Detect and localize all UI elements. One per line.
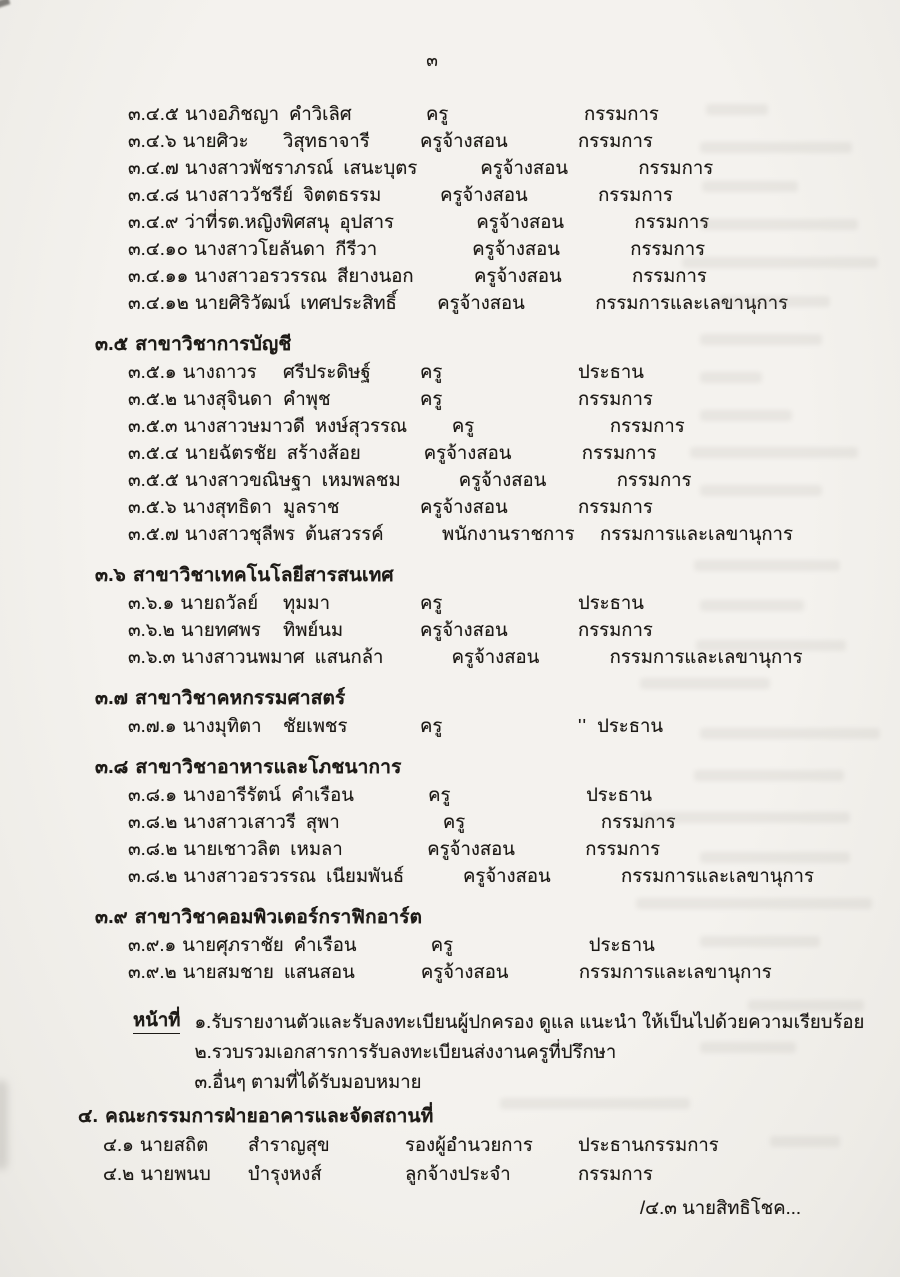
table-row xyxy=(128,493,900,520)
member-id-name-cell xyxy=(128,835,290,862)
member-surname: สุพา xyxy=(305,811,340,832)
member-surname: สียางนอก xyxy=(337,265,414,286)
member-name: ว่าที่รต.หญิงพิศสนุ xyxy=(184,211,330,232)
member-name: นางสาวพัชราภรณ์ xyxy=(184,157,334,178)
table-row xyxy=(128,235,900,262)
member-name: นางสาวเสาวรี xyxy=(183,811,296,832)
member-role-cell xyxy=(578,493,900,520)
table-row xyxy=(128,262,900,289)
member-id-name-cell xyxy=(128,616,283,643)
member-position: ครูจ้างสอน xyxy=(476,211,565,232)
member-role: กรรมการ xyxy=(578,496,653,517)
member-id-name-cell xyxy=(128,235,335,262)
member-role: กรรมการ xyxy=(578,619,653,640)
member-position: ครูจ้างสอน xyxy=(480,157,568,178)
member-role-cell xyxy=(610,643,900,670)
table-row xyxy=(128,466,900,493)
member-role: กรรมการ xyxy=(600,811,676,832)
member-role-cell xyxy=(578,358,900,385)
member-number: ๓.๘.๒ xyxy=(128,838,178,859)
member-number: ๓.๘.๑ xyxy=(128,784,177,805)
member-role-cell xyxy=(630,235,900,262)
member-name: นางถาวร xyxy=(182,361,257,382)
member-surname: แสนกล้า xyxy=(314,646,384,667)
member-position: ครูจ้างสอน xyxy=(423,442,512,463)
member-position: ครู xyxy=(420,388,443,409)
member-position: ครู xyxy=(420,361,443,382)
member-role: กรรมการ xyxy=(578,130,653,151)
member-role: กรรมการ xyxy=(578,388,653,409)
member-id-name-cell xyxy=(103,1130,248,1159)
member-position: ครูจ้างสอน xyxy=(474,265,562,286)
section-title: สาขาวิชาอาหารและโภชนาการ xyxy=(135,757,402,778)
member-surname: คำเรือน xyxy=(293,934,357,955)
member-role: กรรมการและเลขานุการ xyxy=(600,523,793,544)
table-row xyxy=(128,958,900,985)
section-header xyxy=(95,754,900,781)
member-surname: จิตตธรรม xyxy=(303,184,382,205)
member-role: กรรมการและเลขานุการ xyxy=(609,646,803,667)
member-id-name-cell xyxy=(128,781,291,808)
member-number: ๔.๒ xyxy=(103,1163,135,1184)
table-row xyxy=(128,385,900,412)
member-role: กรรมการ xyxy=(632,265,707,286)
member-surname: เหมพลชม xyxy=(321,469,401,490)
member-id-name-cell xyxy=(128,154,343,181)
member-name: นายสถิต xyxy=(139,1134,209,1155)
member-number: ๓.๕.๓ xyxy=(128,415,178,436)
member-number: ๓.๔.๘ xyxy=(128,184,180,205)
member-number: ๓.๘.๒ xyxy=(128,865,178,886)
duties-label: หน้าที่ xyxy=(133,1007,180,1034)
member-number: ๓.๔.๙ xyxy=(128,211,179,232)
member-position: ครู xyxy=(442,811,466,832)
member-number: ๓.๕.๑ xyxy=(128,361,177,382)
member-id-name-cell xyxy=(128,181,303,208)
member-number: ๓.๕.๒ xyxy=(128,388,178,409)
member-role-cell xyxy=(621,862,900,889)
scan-corner-artifact xyxy=(0,0,10,8)
page-number: ๓ xyxy=(426,51,438,70)
member-role-cell xyxy=(601,808,900,835)
member-id-name-cell xyxy=(128,862,326,889)
member-role-cell xyxy=(638,154,900,181)
member-number: ๓.๗.๑ xyxy=(128,715,177,736)
member-position: พนักงานราชการ xyxy=(442,523,575,544)
section-title: สาขาวิชาคอมพิวเตอร์กราฟิกอาร์ต xyxy=(134,907,423,928)
member-number: ๓.๕.๕ xyxy=(128,469,179,490)
member-name: นางสาววัชรีย์ xyxy=(185,184,294,205)
member-name: นายฉัตรชัย xyxy=(184,442,277,463)
member-role-cell xyxy=(634,208,900,235)
section-header xyxy=(95,685,900,712)
member-surname: กีรีวา xyxy=(335,238,378,259)
member-position: ครูจ้างสอน xyxy=(440,184,528,205)
member-role-cell xyxy=(589,931,900,958)
member-surname: มูลราช xyxy=(283,496,340,517)
table-row xyxy=(128,100,900,127)
member-name: นางมุทิตา xyxy=(182,715,262,736)
member-name: นางสาวษมาวดี xyxy=(183,415,305,436)
member-role-cell xyxy=(579,958,900,985)
member-name: นายศิริวัฒน์ xyxy=(194,292,291,313)
member-number: ๓.๔.๑๒ xyxy=(128,292,189,313)
section-header xyxy=(95,562,900,589)
member-role: ประธาน xyxy=(597,715,664,736)
member-id-name-cell xyxy=(128,385,283,412)
member-role: กรรมการ xyxy=(585,838,661,859)
section-header xyxy=(78,1103,900,1130)
table-row xyxy=(128,643,900,670)
table-row xyxy=(128,712,900,739)
member-role: ประธาน xyxy=(586,784,653,805)
section-rows xyxy=(0,358,900,547)
member-role-cell xyxy=(578,712,900,739)
table-row xyxy=(128,154,900,181)
member-role-cell xyxy=(578,385,900,412)
section-header xyxy=(95,331,900,358)
member-number: ๓.๘.๒ xyxy=(128,811,178,832)
member-position: ครูจ้างสอน xyxy=(463,865,551,886)
member-surname: บำรุงหงส์ xyxy=(248,1163,322,1184)
member-number: ๓.๔.๑๑ xyxy=(128,265,189,286)
member-position: ครูจ้างสอน xyxy=(427,838,515,859)
member-role-cell xyxy=(584,100,900,127)
member-id-name-cell xyxy=(128,493,283,520)
member-role-cell xyxy=(595,289,900,316)
member-surname: เหมลา xyxy=(290,838,343,859)
member-id-name-cell xyxy=(128,808,306,835)
ditto-mark: '' xyxy=(578,715,588,736)
member-number: ๓.๕.๗ xyxy=(128,523,179,544)
section-title: สาขาวิชาการบัญชี xyxy=(135,334,292,355)
member-id-name-cell xyxy=(128,412,315,439)
member-surname: ชัยเพชร xyxy=(283,715,348,736)
table-row xyxy=(128,127,900,154)
committee-section xyxy=(0,904,900,985)
table-row xyxy=(128,289,900,316)
member-number: ๓.๕.๖ xyxy=(128,496,177,517)
member-name: นางสาวอรวรรณ xyxy=(194,265,328,286)
table-row xyxy=(128,835,900,862)
member-number: ๓.๕.๔ xyxy=(128,442,179,463)
member-role: กรรมการและเลขานุการ xyxy=(621,865,814,886)
member-id-name-cell xyxy=(128,466,322,493)
member-position: ครูจ้างสอน xyxy=(451,646,540,667)
member-name: นายพนบ xyxy=(140,1163,211,1184)
committee-section xyxy=(0,685,900,739)
member-surname: เสนะบุตร xyxy=(343,157,418,178)
section-header xyxy=(95,904,900,931)
committee-section xyxy=(0,562,900,670)
section-number: ๓.๖ xyxy=(95,565,126,586)
member-number: ๓.๖.๓ xyxy=(128,646,176,667)
section-number: ๓.๗ xyxy=(95,688,129,709)
member-id-name-cell xyxy=(128,100,289,127)
member-number: ๓.๔.๖ xyxy=(128,130,177,151)
member-name: นางอภิชญา xyxy=(184,103,280,124)
table-row xyxy=(128,862,900,889)
member-role: กรรมการ xyxy=(634,211,710,232)
member-surname: หงษ์สุวรรณ xyxy=(314,415,408,436)
member-role-cell xyxy=(632,262,900,289)
member-role-cell xyxy=(586,781,900,808)
member-surname: ต้นสวรรค์ xyxy=(305,523,384,544)
page-continuation: /๔.๓ นายสิทธิโชค... xyxy=(640,1197,802,1218)
table-row xyxy=(128,616,900,643)
table-row xyxy=(128,358,900,385)
member-role-cell xyxy=(585,835,900,862)
table-row xyxy=(128,931,900,958)
committee-section xyxy=(0,100,900,316)
member-position: ครูจ้างสอน xyxy=(458,469,547,490)
member-name: นางสาวโยลันดา xyxy=(193,238,326,259)
table-row xyxy=(128,181,900,208)
member-position: ลูกจ้างประจำ xyxy=(405,1163,511,1184)
member-position: ครูจ้างสอน xyxy=(420,496,508,517)
member-position: ครู xyxy=(430,934,454,955)
member-role: กรรมการ xyxy=(609,415,685,436)
table-row xyxy=(128,208,900,235)
member-id-name-cell xyxy=(128,289,300,316)
member-role: กรรมการ xyxy=(578,1163,653,1184)
section-rows xyxy=(0,931,900,985)
member-role-cell xyxy=(578,589,900,616)
member-role-cell xyxy=(600,520,900,547)
member-number: ๓.๖.๑ xyxy=(128,592,175,613)
member-role: กรรมการ xyxy=(598,184,673,205)
committee-section xyxy=(0,331,900,547)
member-id-name-cell xyxy=(128,127,283,154)
section-rows xyxy=(0,100,900,316)
member-id-name-cell xyxy=(128,589,283,616)
member-id-name-cell xyxy=(128,643,315,670)
member-name: นางสาวขณิษฐา xyxy=(184,469,312,490)
member-name: นางสุจินดา xyxy=(183,388,273,409)
committee-section xyxy=(0,754,900,889)
member-id-name-cell xyxy=(128,958,284,985)
member-surname: อุปสาร xyxy=(339,211,394,232)
member-id-name-cell xyxy=(128,439,287,466)
member-role: กรรมการและเลขานุการ xyxy=(595,292,789,313)
table-row xyxy=(128,520,900,547)
section-rows xyxy=(0,1130,900,1188)
member-role: กรรมการและเลขานุการ xyxy=(578,961,772,982)
table-row xyxy=(128,589,900,616)
member-position: ครูจ้างสอน xyxy=(437,292,525,313)
section-number: ๓.๘ xyxy=(95,757,129,778)
member-number: ๓.๔.๗ xyxy=(128,157,179,178)
member-role: ประธาน xyxy=(578,592,644,613)
member-id-name-cell xyxy=(128,712,283,739)
member-role: กรรมการ xyxy=(638,157,714,178)
member-name: นายทศพร xyxy=(180,619,261,640)
section-title: สาขาวิชาคหกรรมศาสตร์ xyxy=(135,688,346,709)
member-role: ประธาน xyxy=(588,934,655,955)
member-id-name-cell xyxy=(103,1159,248,1188)
section-rows xyxy=(0,589,900,670)
member-surname: ทิพย์นม xyxy=(283,619,344,640)
member-id-name-cell xyxy=(128,358,283,385)
member-surname: เทศประสิทธิ์ xyxy=(300,292,397,313)
duty-item: ๒.รวบรวมเอกสารการรับลงทะเบียนส่งงานครูที่ปรึกษา xyxy=(194,1041,617,1062)
member-role: กรรมการ xyxy=(616,469,692,490)
member-position: ครูจ้างสอน xyxy=(472,238,560,259)
member-position: รองผู้อำนวยการ xyxy=(405,1134,533,1155)
member-surname: เนียมพันธ์ xyxy=(326,865,405,886)
member-number: ๓.๖.๒ xyxy=(128,619,175,640)
member-position: ครูจ้างสอน xyxy=(420,619,508,640)
member-position: ครู xyxy=(426,103,449,124)
member-position: ครู xyxy=(428,784,451,805)
member-name: นายศิวะ xyxy=(182,130,249,151)
member-surname: แสนสอน xyxy=(283,961,355,982)
table-row xyxy=(103,1159,900,1188)
member-role-cell xyxy=(578,616,900,643)
member-position: ครูจ้างสอน xyxy=(420,961,509,982)
member-position: ครู xyxy=(420,715,443,736)
member-surname: ศรีประดิษฐ์ xyxy=(283,361,371,382)
table-row xyxy=(128,412,900,439)
member-surname: ทุมมา xyxy=(283,592,330,613)
member-position: ครู xyxy=(451,415,475,436)
member-role-cell xyxy=(582,439,900,466)
member-id-name-cell xyxy=(128,520,305,547)
table-row xyxy=(128,808,900,835)
member-position: ครูจ้างสอน xyxy=(420,130,508,151)
section-number: ๓.๕ xyxy=(95,334,129,355)
duty-item: ๓.อื่นๆ ตามที่ได้รับมอบหมาย xyxy=(194,1071,422,1092)
member-id-name-cell xyxy=(128,262,337,289)
section-number: ๓.๙ xyxy=(95,907,128,928)
table-row xyxy=(103,1130,900,1159)
duties-block xyxy=(133,1007,900,1097)
member-role: กรรมการ xyxy=(584,103,659,124)
member-role-cell xyxy=(578,127,900,154)
duties-items xyxy=(194,1007,864,1097)
member-name: นางสาวนพมาศ xyxy=(181,646,305,667)
member-name: นายเชาวลิต xyxy=(183,838,281,859)
member-role-cell xyxy=(617,466,900,493)
member-surname: คำเรือน xyxy=(291,784,354,805)
member-surname: คำวิเลิศ xyxy=(289,103,352,124)
member-surname: สำราญสุข xyxy=(248,1134,330,1155)
member-role-cell xyxy=(578,1130,900,1159)
member-surname: คำพุช xyxy=(283,388,331,409)
committee-section xyxy=(0,1103,900,1188)
member-name: นางสุทธิดา xyxy=(182,496,272,517)
member-role: ประธานกรรมการ xyxy=(578,1134,719,1155)
member-role-cell xyxy=(610,412,900,439)
member-number: ๓.๔.๕ xyxy=(128,103,179,124)
table-row xyxy=(128,781,900,808)
member-name: นางสาวอรวรรณ xyxy=(183,865,317,886)
member-name: นายสมชาย xyxy=(182,961,274,982)
member-role-cell xyxy=(598,181,900,208)
member-id-name-cell xyxy=(128,208,339,235)
member-number: ๓.๔.๑๐ xyxy=(128,238,188,259)
member-position: ครู xyxy=(420,592,443,613)
member-number: ๓.๙.๑ xyxy=(128,934,177,955)
member-role: กรรมการ xyxy=(630,238,706,259)
member-name: นายถวัลย์ xyxy=(180,592,259,613)
member-name: นางอารีรัตน์ xyxy=(182,784,282,805)
duty-item: ๑.รับรายงานตัวและรับลงทะเบียนผู้ปกครอง ดูแล แนะนำ ให้เป็นไปด้วยความเรียบร้อย xyxy=(194,1011,865,1032)
member-id-name-cell xyxy=(128,931,294,958)
section-rows xyxy=(0,781,900,889)
member-name: นางสาวชุลีพร xyxy=(184,523,296,544)
sections xyxy=(0,100,900,985)
member-number: ๓.๙.๒ xyxy=(128,961,177,982)
member-surname: สร้างส้อย xyxy=(286,442,361,463)
table-row xyxy=(128,439,900,466)
section-title: สาขาวิชาเทคโนโลยีสารสนเทศ xyxy=(132,565,394,586)
section-rows xyxy=(0,712,900,739)
member-role-cell xyxy=(578,1159,900,1188)
member-number: ๔.๑ xyxy=(103,1134,134,1155)
member-role: กรรมการ xyxy=(581,442,657,463)
member-name: นายศุภราชัย xyxy=(182,934,284,955)
section-number: ๔. xyxy=(78,1106,99,1127)
committee4-section xyxy=(0,1103,900,1188)
member-surname: วิสุทธาจารี xyxy=(283,130,370,151)
member-role: ประธาน xyxy=(578,361,644,382)
section-title: คณะกรรมการฝ่ายอาคารและจัดสถานที่ xyxy=(105,1106,434,1127)
